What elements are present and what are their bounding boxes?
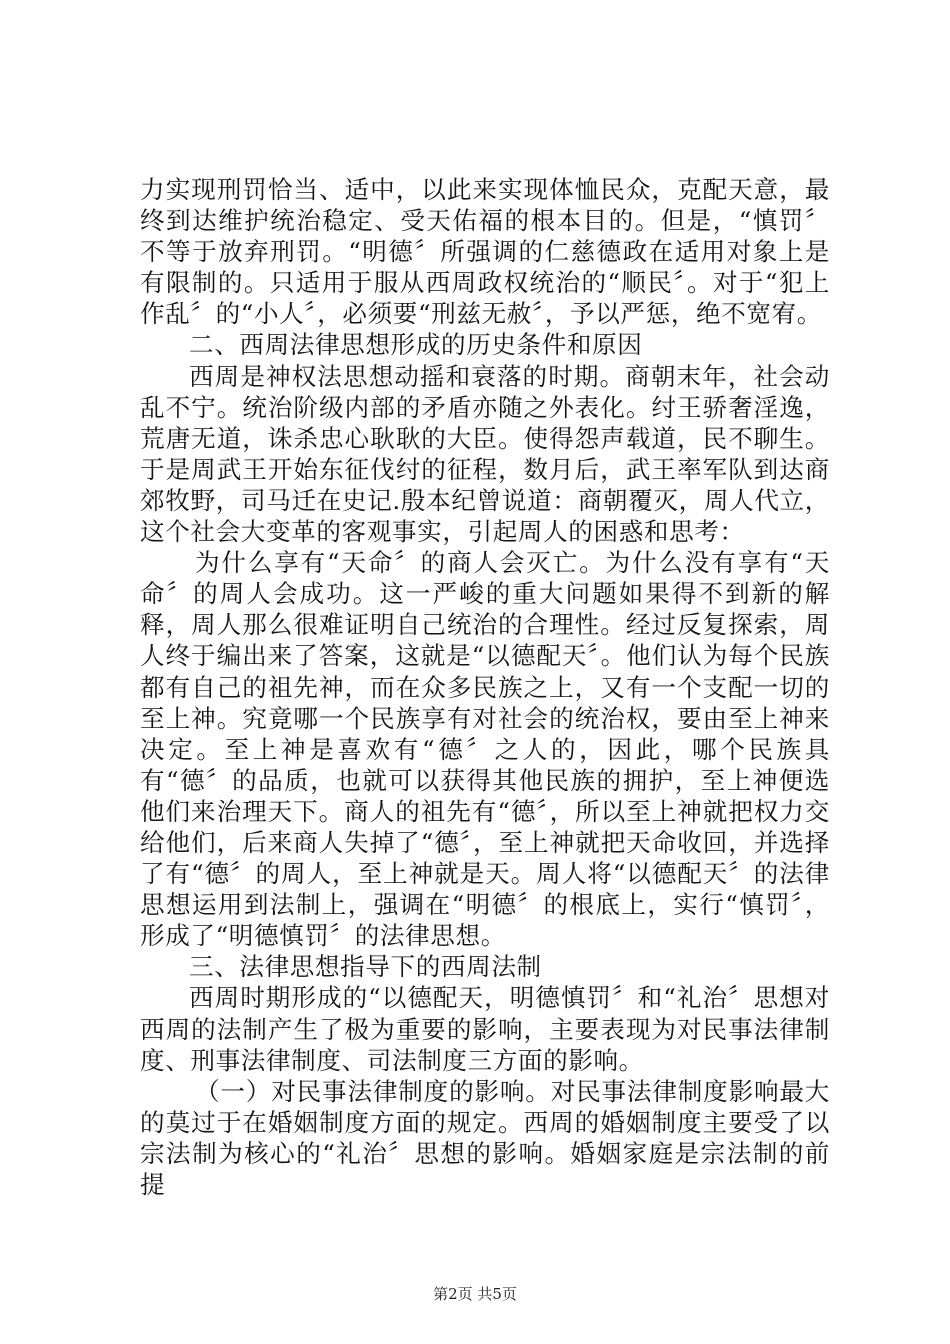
section-heading-3: 三、法律思想指导下的西周法制 <box>189 952 542 982</box>
document-body <box>140 174 830 1200</box>
paragraph: 西周是神权法思想动摇和衰落的时期。商朝末年，社会动乱不宁。统治阶级内部的矛盾亦随之外表化。纣王骄奢淫逸，荒唐无道，诛杀忠心耿耿的大臣。使得怨声载道，民不聊生。于是周武王开始东征伐纣的征程，数月后，武王率军队到达商郊牧野，司马迁在史记.殷本纪曾说道：商朝覆灭，周人代立，这个社会大变革的客观事实，引起周人的困惑和思考： <box>140 361 830 547</box>
paragraph: （一）对民事法律制度的影响。对民事法律制度影响最大的莫过于在婚姻制度方面的规定。西周的婚姻制度主要受了以宗法制为核心的“礼治〞思想的影响。婚姻家庭是宗法制的前提 <box>140 1076 830 1199</box>
page-footer: 第2页 共5页 <box>433 1285 517 1303</box>
paragraph: 为什么享有“天命〞的商人会灭亡。为什么没有享有“天命〞的周人会成功。这一严峻的重大问题如果得不到新的解释，周人那么很难证明自己统治的合理性。经过反复探索，周人终于编出来了答案，这就是“以德配天〞。他们认为每个民族都有自己的祖先神，而在众多民族之上，又有一个支配一切的至上神。究竟哪一个民族享有对社会的统治权，要由至上神来决定。至上神是喜欢有“德〞之人的，因此，哪个民族具有“德〞的品质，也就可以获得其他民族的拥护，至上神便选他们来治理天下。商人的祖先有“德〞，所以至上神就把权力交给他们，后来商人失掉了“德〞，至上神就把天命收回，并选择了有“德〞的周人，至上神就是天。周人将“以德配天〞的法律思想运用到法制上，强调在“明德〞的根底上，实行“慎罚〞，形成了“明德慎罚〞的法律思想。 <box>140 548 830 951</box>
paragraph: 西周时期形成的“以德配天，明德慎罚〞和“礼治〞思想对西周的法制产生了极为重要的影响，主要表现为对民事法律制度、刑事法律制度、司法制度三方面的影响。 <box>140 983 830 1075</box>
section-heading-2: 二、西周法律思想形成的历史条件和原因 <box>189 330 643 360</box>
paragraph-continued: 力实现刑罚恰当、适中，以此来实现体恤民众，克配天意，最终到达维护统治稳定、受天佑福的根本目的。但是，“慎罚〞不等于放弃刑罚。“明德〞所强调的仁慈德政在适用对象上是有限制的。只适用于服从西周政权统治的“顺民〞。对于“犯上作乱〞的“小人〞，必须要“刑兹无赦〞，予以严惩，绝不宽宥。 <box>140 175 830 329</box>
